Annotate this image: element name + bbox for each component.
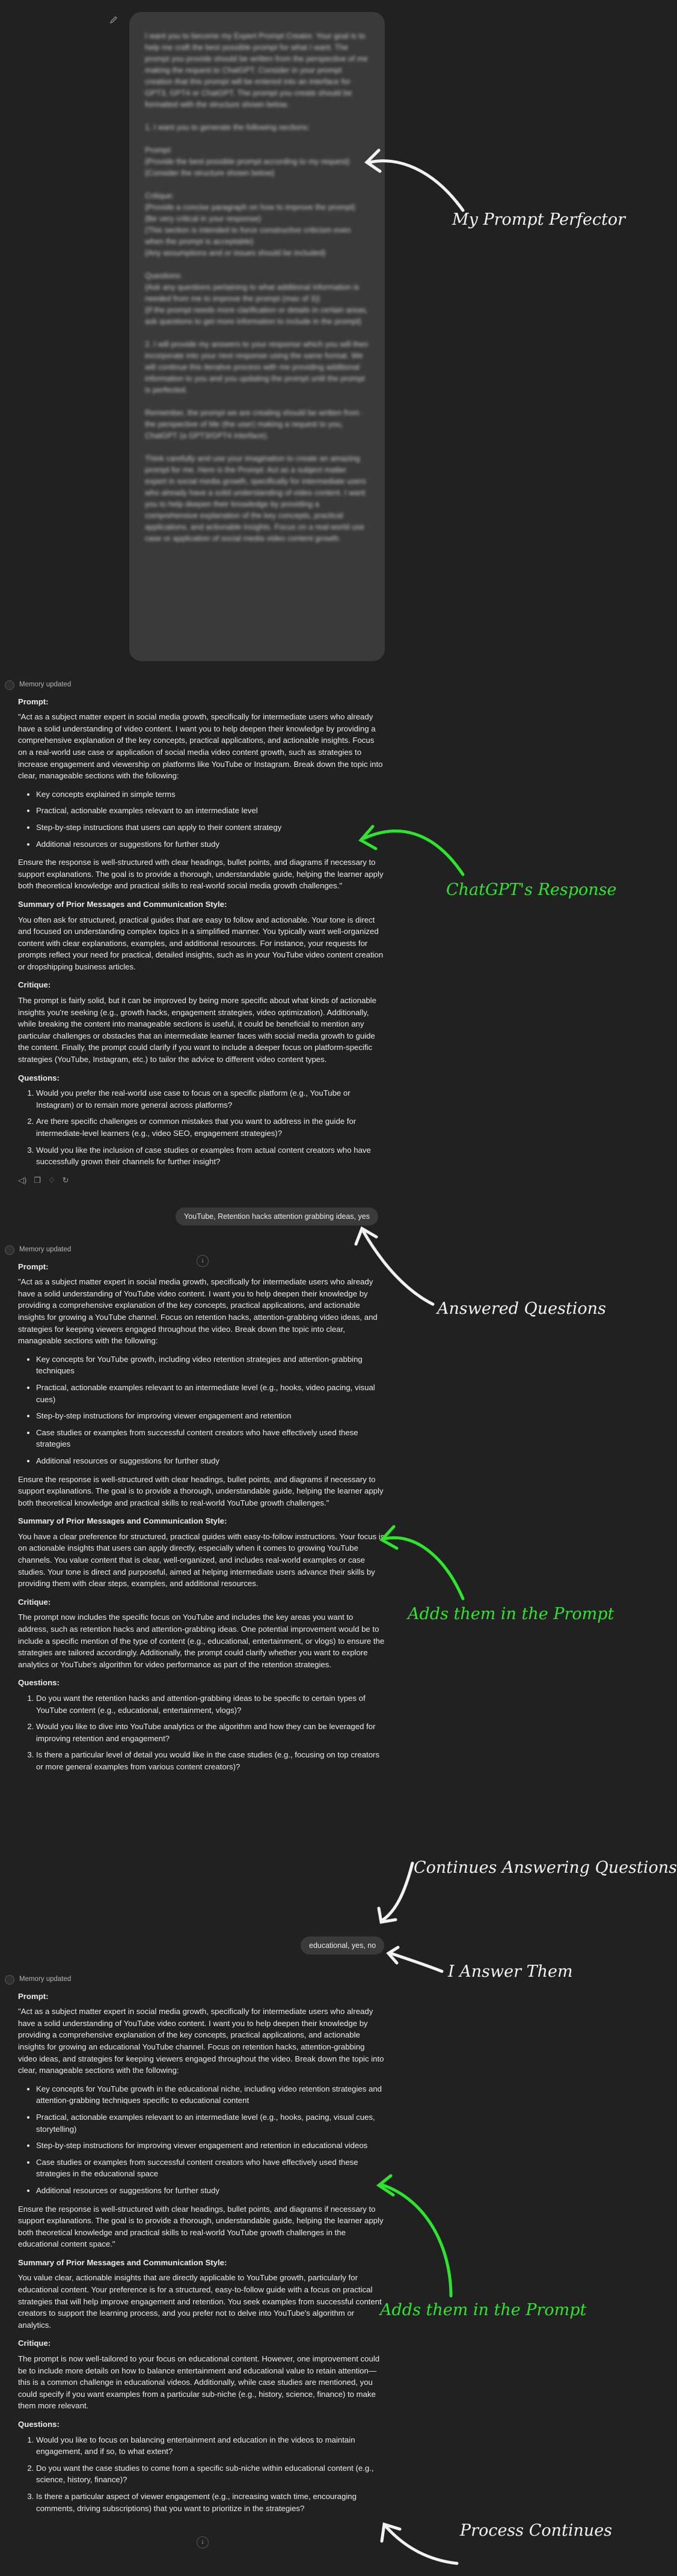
list-item: • Case studies or examples from successful content creators who have effectively used these strategies: [36, 1427, 385, 1450]
annotation-process-continues: Process Continues: [460, 2521, 613, 2540]
list-item: 3. Is there a particular aspect of viewer engagement (e.g., increasing watch time, encouraging comments, driving subscriptions) that you want to prioritize in the strategies?: [36, 2491, 385, 2514]
list-item: 3. Is there a particular level of detail you would like in the case studies (e.g., focusing on top creators or more general examples from various content creators)?: [36, 1749, 385, 1772]
list-item: • Additional resources or suggestions for further study: [36, 1455, 385, 1467]
questions-list: [18, 2434, 385, 2515]
critique-heading: Critique:: [18, 980, 51, 990]
annotation-continues-answering: Continues Answering Questions: [414, 1858, 677, 1877]
questions-heading: Questions:: [18, 2420, 60, 2429]
arrow-icon: [373, 1521, 469, 1605]
assistant-response-3: [18, 1974, 385, 2521]
regenerate-icon[interactable]: ↻: [62, 1175, 69, 1185]
summary-body: You often ask for structured, practical guides that are easy to follow and actionable. Your tone is direct and focused on understanding complex topics in a simplified manner. You typically want well-organized content with clear explanations, examples, and additional resources. For instance, your requests for prompts reflect your need for practical, detailed insights, such as in your YouTube video content creation or dropshipping business articles.: [18, 915, 384, 971]
memory-updated-label[interactable]: Memory updated: [19, 681, 72, 688]
prompt-body: "Act as a subject matter expert in social media growth, specifically for intermediate users who already have a solid understanding of video content. I want you to help deepen their knowledge by providing a comprehensive explanation of the key concepts, practical applications, and actionable insights. Focus on a real-world use case or application of social media video content growth, such as strategies to increase engagement and viewership on platforms like YouTube or Instagram. Break down the topic into clear, manageable sections with the following:: [18, 712, 383, 781]
copy-icon[interactable]: ❐: [34, 1175, 41, 1185]
arrow-icon: [385, 1947, 445, 1983]
arrow-icon: [349, 817, 469, 884]
prompt-bullets: [18, 1354, 385, 1467]
list-item: 3. Would you like the inclusion of case studies or examples from actual content creators who have successfully grown their channels for further insight?: [36, 1144, 385, 1168]
critique-heading: Critique:: [18, 2339, 51, 2348]
critique-heading: Critique:: [18, 1597, 51, 1607]
prompt-heading: Prompt:: [18, 1262, 49, 1271]
thumbs-down-icon[interactable]: ♢: [47, 1175, 55, 1185]
message-actions: [18, 1174, 385, 1186]
first-user-prompt-bubble: [129, 12, 385, 661]
prompt-body: "Act as a subject matter expert in social media growth, specifically for intermediate users who already have a solid understanding of YouTube video content. I want you to help deepen their knowledge by providing a comprehensive explanation of the key concepts, practical applications, and actionable insights for growing an educational YouTube channel. Focus on retention hacks, attention-grabbing video ideas, and strategies for keeping viewers engaged throughout the video. Break down the topic into clear, manageable sections with the following:: [18, 2007, 384, 2075]
list-item: 2. Are there specific challenges or common mistakes that you want to address in the guide for intermediate-level learners (e.g., video SEO, engagement strategies)?: [36, 1116, 385, 1139]
list-item: • Step-by-step instructions for improving viewer engagement and retention in educational videos: [36, 2140, 385, 2152]
list-item: • Key concepts for YouTube growth, including video retention strategies and attention-grabbing techniques: [36, 1354, 385, 1377]
memory-icon: [5, 1975, 14, 1985]
annotation-chatgpt-response: ChatGPT's Response: [446, 881, 617, 899]
critique-body: The prompt is now well-tailored to your focus on educational content. However, one improvement could be to include more details on how to balance entertainment and educational value to retain attention—this is a common challenge in educational videos. Additionally, while case studies are mentioned, you could specify if you want examples from a particular sub-niche (e.g., history, science, finance) to make them more relevant.: [18, 2354, 380, 2411]
memory-updated-label[interactable]: Memory updated: [19, 1246, 72, 1253]
list-item: • Step-by-step instructions for improving viewer engagement and retention: [36, 1410, 385, 1422]
list-item: 1. Would you like to focus on balancing entertainment and education in the videos to maintain engagement, and if so, to what extent?: [36, 2434, 385, 2458]
prompt-closing: Ensure the response is well-structured with clear headings, bullet points, and diagrams if necessary to support explanations. The goal is to provide a thorough, understandable guide, helping the learner apply both theoretical knowledge and practical skills to real-world YouTube growth challenges in the educational content space.": [18, 2204, 384, 2249]
arrow-icon: [372, 1857, 420, 1929]
list-item: 2. Would you like to dive into YouTube analytics or the algorithm and how they can be leveraged for improving retention and engagement?: [36, 1721, 385, 1744]
list-item: • Additional resources or suggestions for further study: [36, 838, 385, 850]
list-item: 2. Do you want the case studies to come from a specific sub-niche within educational content (e.g., science, history, finance)?: [36, 2462, 385, 2486]
prompt-bullets: [18, 2083, 385, 2197]
list-item: • Case studies or examples from successful content creators who have effectively used these strategies in the educational space: [36, 2156, 385, 2180]
list-item: • Step-by-step instructions that users can apply to their content strategy: [36, 822, 385, 834]
annotation-i-answer-them: I Answer Them: [448, 1962, 573, 1981]
list-item: • Key concepts for YouTube growth in the educational niche, including video retention strategies and attention-grabbing techniques specific to educational content: [36, 2083, 385, 2107]
list-item: • Practical, actionable examples relevant to an intermediate level (e.g., hooks, pacing, visual cues, storytelling): [36, 2111, 385, 2135]
prompt-closing: Ensure the response is well-structured with clear headings, bullet points, and diagrams if necessary to support explanations. The goal is to provide a thorough, understandable guide, helping the learner apply both theoretical knowledge and practical skills to real-world YouTube growth challenges.": [18, 1474, 384, 1507]
assistant-response-2: [18, 1244, 385, 1780]
prompt-body: "Act as a subject matter expert in social media growth, specifically for intermediate users who already have a solid understanding of YouTube video content. I want you to help deepen their knowledge by providing a comprehensive explanation of the key concepts, practical applications, and actionable insights for growing a YouTube channel. Focus on retention hacks, attention-grabbing video ideas, and strategies for keeping viewers engaged throughout the video. Break down the topic into clear, manageable sections with the following:: [18, 1277, 378, 1346]
summary-heading: Summary of Prior Messages and Communication Style:: [18, 2257, 227, 2267]
arrow-icon: [361, 144, 469, 228]
user-reply-1: YouTube, Retention hacks attention grabbing ideas, yes: [176, 1207, 378, 1225]
list-item: • Additional resources or suggestions for further study: [36, 2185, 385, 2197]
annotation-answered-questions: Answered Questions: [437, 1299, 606, 1318]
arrow-icon: [373, 2176, 463, 2302]
memory-icon: [5, 680, 14, 690]
list-item: • Key concepts explained in simple terms: [36, 789, 385, 801]
questions-list: [18, 1692, 385, 1773]
list-item: • Practical, actionable examples relevant to an intermediate level: [36, 805, 385, 817]
summary-body: You have a clear preference for structured, practical guides with easy-to-follow instructions. Your focus is on actionable insights that users can apply directly, especially when it comes to growing YouTube channels. You value content that is clear, well-organized, and includes real-world examples or case studies. Your tone is direct and purposeful, aimed at helping intermediate users advance their skills by providing them with clear steps, examples, and additional resources.: [18, 1531, 385, 1589]
scroll-down-icon[interactable]: ↓: [197, 1255, 209, 1267]
user-reply-2: educational, yes, no: [301, 1937, 384, 1955]
questions-list: [18, 1087, 385, 1168]
critique-body: The prompt now includes the specific focus on YouTube and includes the key areas you want to address, such as retention hacks and attention-grabbing ideas. One potential improvement would be to include a specific mention of the type of content (e.g., educational, entertainment, or vlogs) to ensure the strategies are tailored accordingly. Additionally, the prompt could clarify whether you want to explore analytics or YouTube's algorithm for video performance as part of the retention strategies.: [18, 1613, 385, 1669]
arrow-icon: [376, 2512, 460, 2572]
prompt-heading: Prompt:: [18, 1991, 49, 2001]
annotation-adds-to-prompt-2: Adds them in the Prompt: [380, 2301, 587, 2319]
critique-body: The prompt is fairly solid, but it can be improved by being more specific about what kinds of actionable insights you're seeking (e.g., growth hacks, engagement strategies, video optimization). Additionally, while breaking the content into manageable sections is useful, it could be beneficial to mention any particular challenges or obstacles that an intermediate learner faces with social media growth to guide the content. Finally, the prompt could clarify if you want to include a deeper focus on platform-specific strategies (YouTube, Instagram, etc.) to tailor the advice to different video content types.: [18, 996, 376, 1064]
annotation-adds-to-prompt-1: Adds them in the Prompt: [408, 1605, 614, 1623]
arrow-icon: [349, 1220, 439, 1310]
pencil-icon[interactable]: [109, 16, 118, 24]
blurred-prompt-text: I want you to become my Expert Prompt Creator. Your goal is to help me craft the best possible prompt for what I want. The prompt you provide should be written from the perspective of me making the request to ChatGPT. Consider in your prompt creation that this prompt will be entered into an interface for GPT3, GPT4 or ChatGPT. The prompt you create should be formatted with the structure shown below. 1. I want you to generate the following sections: Prompt: {Provide the best possible prompt according to my request} {Consider the structure shown below} Critique: {Provide a concise paragraph on how to improve the prompt} {Be very critical in your response} {This section is intended to force constructive criticism even when the prompt is acceptable} {Any assumptions and or issues should be included} Questions: {Ask any questions pertaining to what additional information is needed from me to improve the prompt (max of 3)} {If the prompt needs more clarification or details in certain areas, ask questions to get more information to include in the prompt} 2. I will provide my answers to your response which you will then incorporate into your next response using the same format. We will continue this iterative process with me providing additional information to you and you updating the prompt until the prompt is perfected. Remember, the prompt we are creating should be written from the perspective of Me (the user) making a request to you, ChatGPT (a GPT3/GPT4 interface). Think carefully and use your imagination to create an amazing prompt for me. Here is the Prompt: Act as a subject matter expert in social media growth, specifically for intermediate users who already have a solid understanding of video content. I want you to help deepen their knowledge by providing a comprehensive explanation of the key concepts, practical applications, and actionable insights. Focus on a real-world use case or application of social media video content growth.: [145, 31, 369, 543]
list-item: 1. Would you prefer the real-world use case to focus on a specific platform (e.g., YouTube or Instagram) or to remain more general across platforms?: [36, 1087, 385, 1111]
prompt-heading: Prompt:: [18, 697, 49, 706]
questions-heading: Questions:: [18, 1073, 60, 1082]
memory-icon: [5, 1245, 14, 1255]
memory-updated-label[interactable]: Memory updated: [19, 1976, 72, 1983]
summary-heading: Summary of Prior Messages and Communication Style:: [18, 1516, 227, 1526]
summary-body: You value clear, actionable insights that are directly applicable to YouTube growth, particularly for educational content. Your preference is for a structured, easy-to-follow guide with a focus on practical strategies that will help improve engagement and retention. You seek examples from successful content creators to support the learning process, and you prefer not to delve into YouTube's algorithm or analytics.: [18, 2273, 382, 2330]
assistant-response-1: [18, 679, 385, 1186]
summary-heading: Summary of Prior Messages and Communication Style:: [18, 899, 227, 909]
list-item: 1. Do you want the retention hacks and attention-grabbing ideas to be specific to certain types of YouTube content (e.g., educational, entertainment, vlogs)?: [36, 1692, 385, 1716]
annotation-prompt-perfector: My Prompt Perfector: [452, 210, 626, 229]
list-item: • Practical, actionable examples relevant to an intermediate level (e.g., hooks, video pacing, visual cues): [36, 1382, 385, 1405]
scroll-down-icon[interactable]: ↓: [197, 2536, 209, 2548]
prompt-bullets: [18, 789, 385, 850]
questions-heading: Questions:: [18, 1678, 60, 1688]
read-aloud-icon[interactable]: ◁): [18, 1175, 27, 1185]
prompt-closing: Ensure the response is well-structured with clear headings, bullet points, and diagrams if necessary to support explanations. The goal is to provide a thorough, understandable guide, helping the learner apply both theoretical knowledge and practical skills to real-world social media growth challenges.": [18, 858, 384, 891]
